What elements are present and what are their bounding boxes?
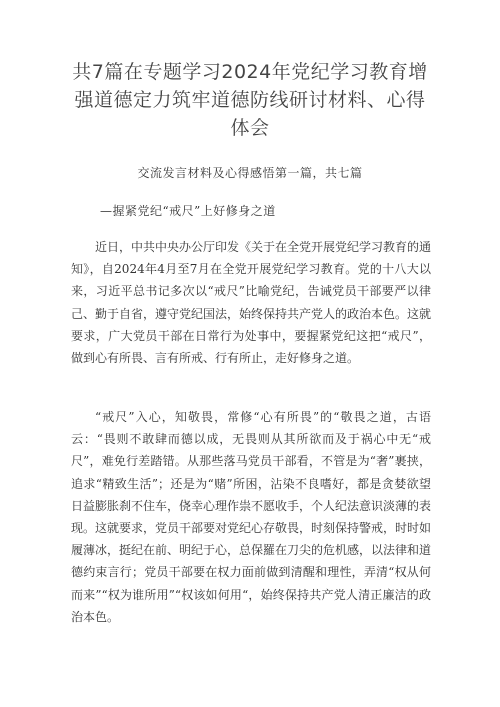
document-subtitle: 交流发言材料及心得感悟第一篇，共七篇 bbox=[137, 166, 363, 180]
section-heading: —握紧党纪“戒尺”上好修身之道 bbox=[100, 204, 276, 218]
document-title bbox=[60, 58, 440, 142]
title-line-1: 共7篇在专题学习2024年党纪学习教育增 bbox=[72, 61, 428, 83]
body-paragraph-2: “戒尺”入心，知敬畏，常修“心有所畏”的“敬畏之道，古语云：“畏则不敢肆而德以成，无畏则从其所欲而及于祸心中无“戒尺”，难免行差踏错。从那些落马党员干部看，不管是为“奢”裹挟，追求“精致生活”；还是为“赌”所困，沾染不良嗜好，都是贪婪欲望日益膨胀刹不住车，侥幸心理作祟不愿收手，个人纪法意识淡薄的表现。这就要求，党员干部要对党纪心存敬畏，时刻保持警戒，时时如履薄冰，挺纪在前、明纪于心，总保羅在刀尖的危机感，以法律和道德约束言行；党员干部要在权力面前做到清醒和理性，弄清“权从何而来”“权为谁所用”“权该如何用“，始终保持共产党人清正廉洁的政治本色。 bbox=[71, 410, 432, 624]
title-line-2: 强道德定力筑牢道德防线研讨材料、心得 bbox=[74, 89, 426, 111]
title-line-3: 体会 bbox=[230, 117, 270, 139]
body-paragraph-1: 近日，中共中央办公厅印发《关于在全党开展党纪学习教育的通知》，自2024年4月至7月在全党开展党纪学习教育。党的十八大以来，习近平总书记多次以“戒尺”比喻党纪，告诫党员干部要严以律己、勤于自省，遵守党纪国法，始终保持共产党人的政治本色。这就要求，广大党员干部在日常行为处事中，要握紧党纪这把“戒尺”，做到心有所畏、言有所戒、行有所止，走好修身之道。 bbox=[71, 240, 432, 366]
